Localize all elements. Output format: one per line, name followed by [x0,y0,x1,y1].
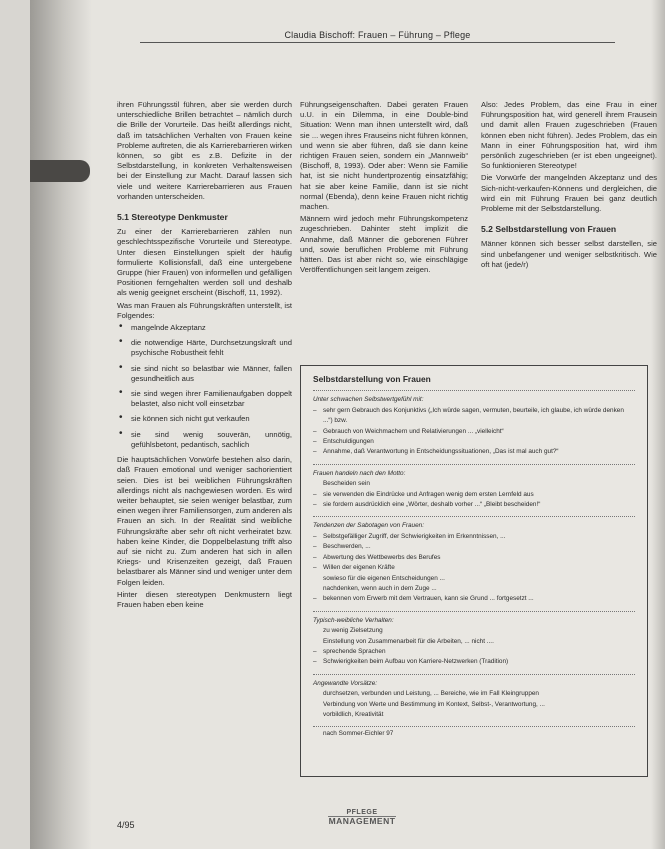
box-list-item: – sie fordern ausdrücklich eine „Wörter, deshalb vorher ...“ „Bleibt bescheiden!“ [313,500,635,510]
paragraph: Die hauptsächlichen Vorwürfe bestehen also darin, daß Frauen emotional und weniger sachorientiert seien. Dies ist bei weiblichen Führungskräften allerdings nicht als nachgewiesen worden. Es wird weiter behauptet, sie seien weniger belastbar, zum einen wegen ihrer Familiensorgen, zum anderen als Frauen an sich. In der Realität sind weibliche Führungskräfte aber sehr oft nicht verheiratet bzw. haben keine Kinder, die Doppelbelastung trifft also auf sie nicht zu. Zum anderen hat sich in allen Kriegs- und Krisenzeiten gezeigt, daß Frauen belastbarer als Männer sind und weniger unter dem Folgen leiden. [117,455,292,587]
divider [313,390,635,391]
paragraph: Was man Frauen als Führungskräften unterstellt, ist Folgendes: [117,300,292,320]
divider [313,611,635,612]
box-list-item: – Willen der eigenen Kräfte [313,563,635,573]
box-list-item: – Schwierigkeiten beim Aufbau von Karriere-Netzwerken (Tradition) [313,657,635,667]
box-list [313,406,635,458]
box-list-item: – Selbstgefälliger Zugriff, der Schwierigkeiten im Erkenntnissen, ... [313,532,635,542]
box-list [313,532,635,574]
box-title: Selbstdarstellung von Frauen [313,374,431,384]
list-item: • sie sind nicht so belastbar wie Männer, fallen gesundheitlich aus [117,364,292,384]
divider [313,726,635,727]
page-number: 4/95 [117,820,135,830]
divider [313,516,635,517]
box-list-item: – Entschuldigungen [313,437,635,447]
box-section-heading: Unter schwachen Selbstwertgefühl mit: [313,396,424,404]
box-footnote: nach Sommer-Eichler 97 [323,730,394,738]
box-text: Einstellung von Zusammenarbeit für die Arbeiten, ... nicht .... [323,637,494,645]
section-heading-5-1: 5.1 Stereotype Denkmuster [117,212,228,223]
box-text: Verbindung von Werte und Bestimmung im Kontext, Selbst-, Verantwortung, ... [323,700,545,708]
box-list [313,647,635,668]
list-item: • mangelnde Akzeptanz [117,323,292,333]
box-list [313,594,635,604]
magazine-logo [328,809,396,825]
box-list-item: – sie verwenden die Eindrücke und Anfragen wenig dem ersten Lernfeld aus [313,490,635,500]
paragraph: Zu einer der Karrierebarrieren zählen nun geschlechtsspezifische Vorurteile und Stereotype. Unter diesen Einstellungen spielt der häufig formulierte Kollisionsfall, daß eine untergebene Gruppe (hier Frauen) von informellen und gefälligen Positionen ferngehalten werden soll und deshalb als wenig geeignet erscheint (Bischoff, 11, 1992). [117,227,292,298]
paragraph: Männern wird jedoch mehr Führungskompetenz zugeschrieben. Dahinter steht implizit die Annahme, daß Männer die geborenen Führer und, sowie beruflichen Probleme mit Führung hätten. Das ist aber nicht so, wie einschlägige Veröffentlichungen seit langem zeigen. [300,214,468,275]
section-heading-5-2: 5.2 Selbstdarstellung von Frauen [481,224,617,235]
column-left [117,100,292,612]
paragraph: Führungseigenschaften. Dabei geraten Frauen u.U. in ein Dilemma, in eine Double-bind Situation: Wenn man ihnen unterstellt wird, daß sie ... wegen ihres Frauseins nicht führen können, und wenn sie aber führen, daß sie dann keine richtigen Frauen seien, sondern ein „Mannweib“ (Bischoff, 8, 1993). Oder aber: Wenn sie Familie hat, ist sie nicht hundertprozentig einsatzfähig; hat sie aber keine Familie, dann ist sie nicht normal (Ebenda), denn keine Frauen nicht richtig machen. [300,100,468,212]
paragraph: Hinter diesen stereotypen Denkmustern liegt Frauen haben eben keine [117,589,292,609]
section-tab [30,160,90,182]
list-item: • sie sind wegen ihrer Familienaufgaben doppelt belastet, also nicht voll einsetzbar [117,389,292,409]
box-text: Bescheiden sein [323,480,370,488]
paragraph: Die Vorwürfe der mangelnden Akzeptanz und des Sich-nicht-verkaufen-Könnens und dergleichen, die wird ein mit Führung Frauen bei ganz deutlich Probleme mit der Selbstdarstellung. [481,173,657,214]
box-list-item: – sehr gern Gebrauch des Konjunktivs („Ich würde sagen, vermuten, beurteile, ich glaube, ich würde denken ...“) bzw. [313,406,635,427]
box-text: vorbildlich, Kreativität [323,710,384,718]
logo-top-text: PFLEGE [346,809,378,816]
box-section-heading: Frauen handeln nach den Motto: [313,469,406,477]
logo-bottom-text: MANAGEMENT [328,816,396,826]
box-list-item: – Annahme, daß Verantwortung in Entscheidungssituationen, „Das ist mal auch gut?“ [313,447,635,457]
box-list-item: – Gebrauch von Weichmachern und Relativierungen ... „vielleicht“ [313,427,635,437]
box-list-item: – bekennen vom Erwerb mit dem Vertrauen, kann sie Grund ... fortgesetzt ... [313,594,635,604]
box-list [313,490,635,511]
box-text: durchsetzen, verbunden und Leistung, ... Bereiche, wie im Fall Kleingruppen [323,690,539,698]
box-text: zu wenig Zielsetzung [323,627,383,635]
box-list-item: – Beschwerden, ... [313,542,635,552]
info-box [300,365,648,777]
box-list-item: – Abwertung des Wettbewerbs des Berufes [313,553,635,563]
column-middle [300,100,468,277]
stereotype-list [117,323,292,450]
paragraph: Also: Jedes Problem, das eine Frau in einer Führungsposition hat, wird generell ihrem Frausein und damit allen Frauen zugeschrieben (Frauen können eben nicht führen). Jedes Problem, das ein Mann in einer Führungsposition hat, wird ihm persönlich zugeschrieben (er ist eben ungeeignet). So funktionieren Stereotype! [481,100,657,171]
box-section-heading: Typisch-weibliche Verhalten: [313,616,394,624]
box-section-heading: Tendenzen der Sabotagen von Frauen: [313,522,424,530]
paragraph: ihren Führungsstil führen, aber sie werden durch unterschiedliche Brillen betrachtet – nämlich durch die Brille der Vorurteile. Das heißt allerdings nicht, daß im tatsächlichen Verhalten von Frauen keine Probleme auftreten, die als Karrierebarrieren wirken können, so gibt es z.B. Defizite in der Selbstdarstellung, in konkreten Verhaltensweisen bei der Einstellung zur Macht. Darauf lassen sich viele und weitere Karrierebarrieren aus Frauen vorhanden unterscheiden. [117,100,292,201]
box-section-heading: Angewandte Vorsätze: [313,679,378,687]
column-right [481,100,657,272]
box-text: sowieso für die eigenen Entscheidungen ... [323,574,445,582]
binding-shadow [30,0,92,849]
paragraph: Männer können sich besser selbst darstellen, sie sind unbefangener und weniger selbstkritisch. Wie oft hat (jede/r) [481,239,657,269]
list-item: • sie sind wenig souverän, unnötig, gefühlsbetont, pedantisch, sachlich [117,430,292,450]
divider [313,674,635,675]
divider [313,464,635,465]
box-text: nachdenken, wenn auch in dem Zuge ... [323,584,437,592]
list-item: • sie können sich nicht gut verkaufen [117,414,292,424]
list-item: • die notwendige Härte, Durchsetzungskraft und psychische Robustheit fehlt [117,338,292,358]
running-head: Claudia Bischoff: Frauen – Führung – Pflege [140,30,615,43]
box-list-item: – sprechende Sprachen [313,647,635,657]
